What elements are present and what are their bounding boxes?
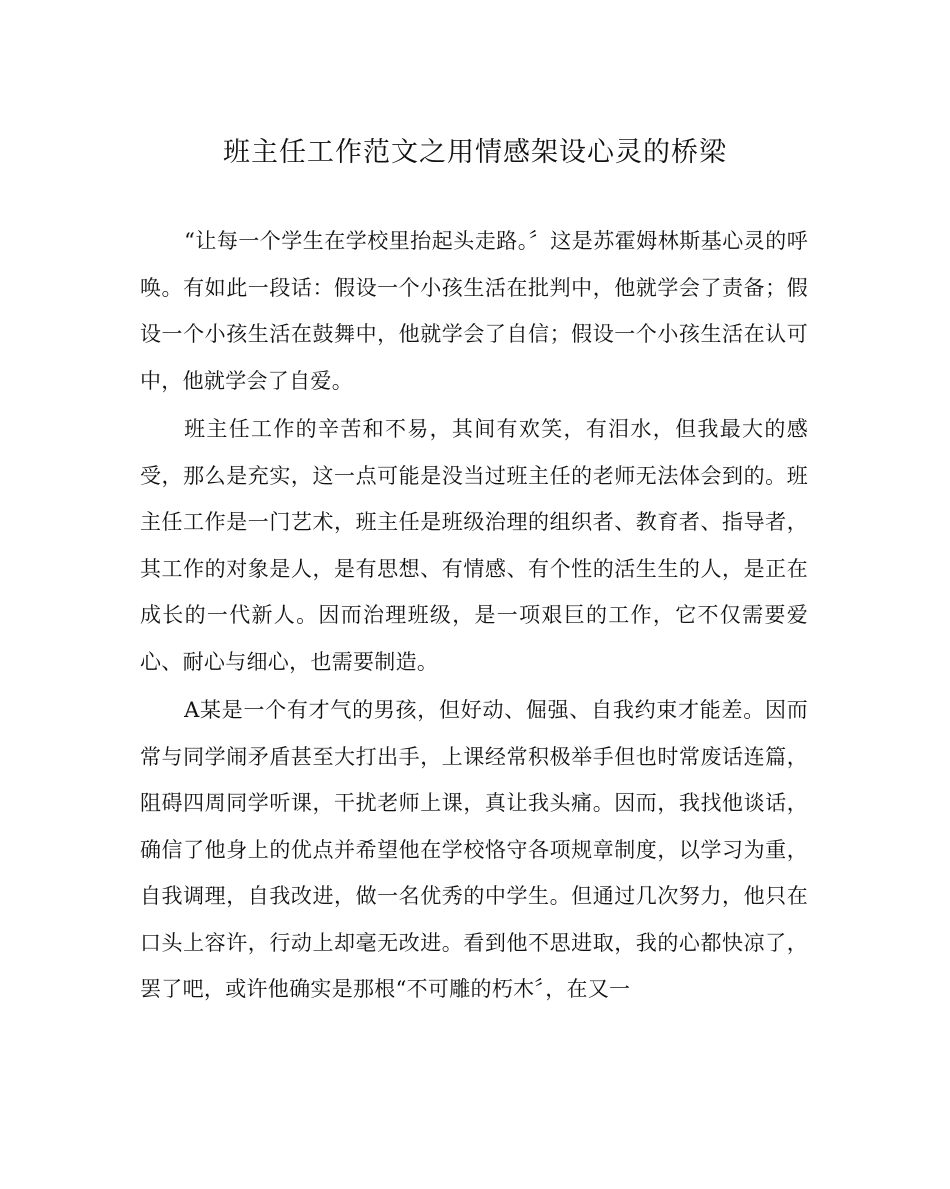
paragraph-3: A某是一个有才气的男孩，但好动、倔强、自我约束才能差。因而常与同学闹矛盾甚至大打出手，上课经常积极举手但也时常废话连篇，阻碍四周同学听课，干扰老师上课，真让我头痛。因而，我找他谈话，确信了他身上的优点并希望他在学校恪守各项规章制度，以学习为重，自我调理，自我改进，做一名优秀的中学生。但通过几次努力，他只在口头上容许，行动上却毫无改进。看到他不思进取，我的心都快凉了，罢了吧，或许他确实是那根“不可雕的朽木〞，在又一 [140,698,808,1001]
document-body [140,218,808,1013]
paragraph-1: “让每一个学生在学校里抬起头走路。〞这是苏霍姆林斯基心灵的呼唤。有如此一段话：假设一个小孩生活在批判中，他就学会了责备；假设一个小孩生活在鼓舞中，他就学会了自信；假设一个小孩生活在认可中，他就学会了自爱。 [140,229,808,393]
paragraph-2: 班主任工作的辛苦和不易，其间有欢笑，有泪水，但我最大的感受，那么是充实，这一点可能是没当过班主任的老师无法体会到的。班主任工作是一门艺术，班主任是班级治理的组织者、教育者、指导者，其工作的对象是人，是有思想、有情感、有个性的活生生的人，是正在成长的一代新人。因而治理班级，是一项艰巨的工作，它不仅需要爱心、耐心与细心，也需要制造。 [140,417,808,674]
document-title: 班主任工作范文之用情感架设心灵的桥梁 [223,137,727,168]
